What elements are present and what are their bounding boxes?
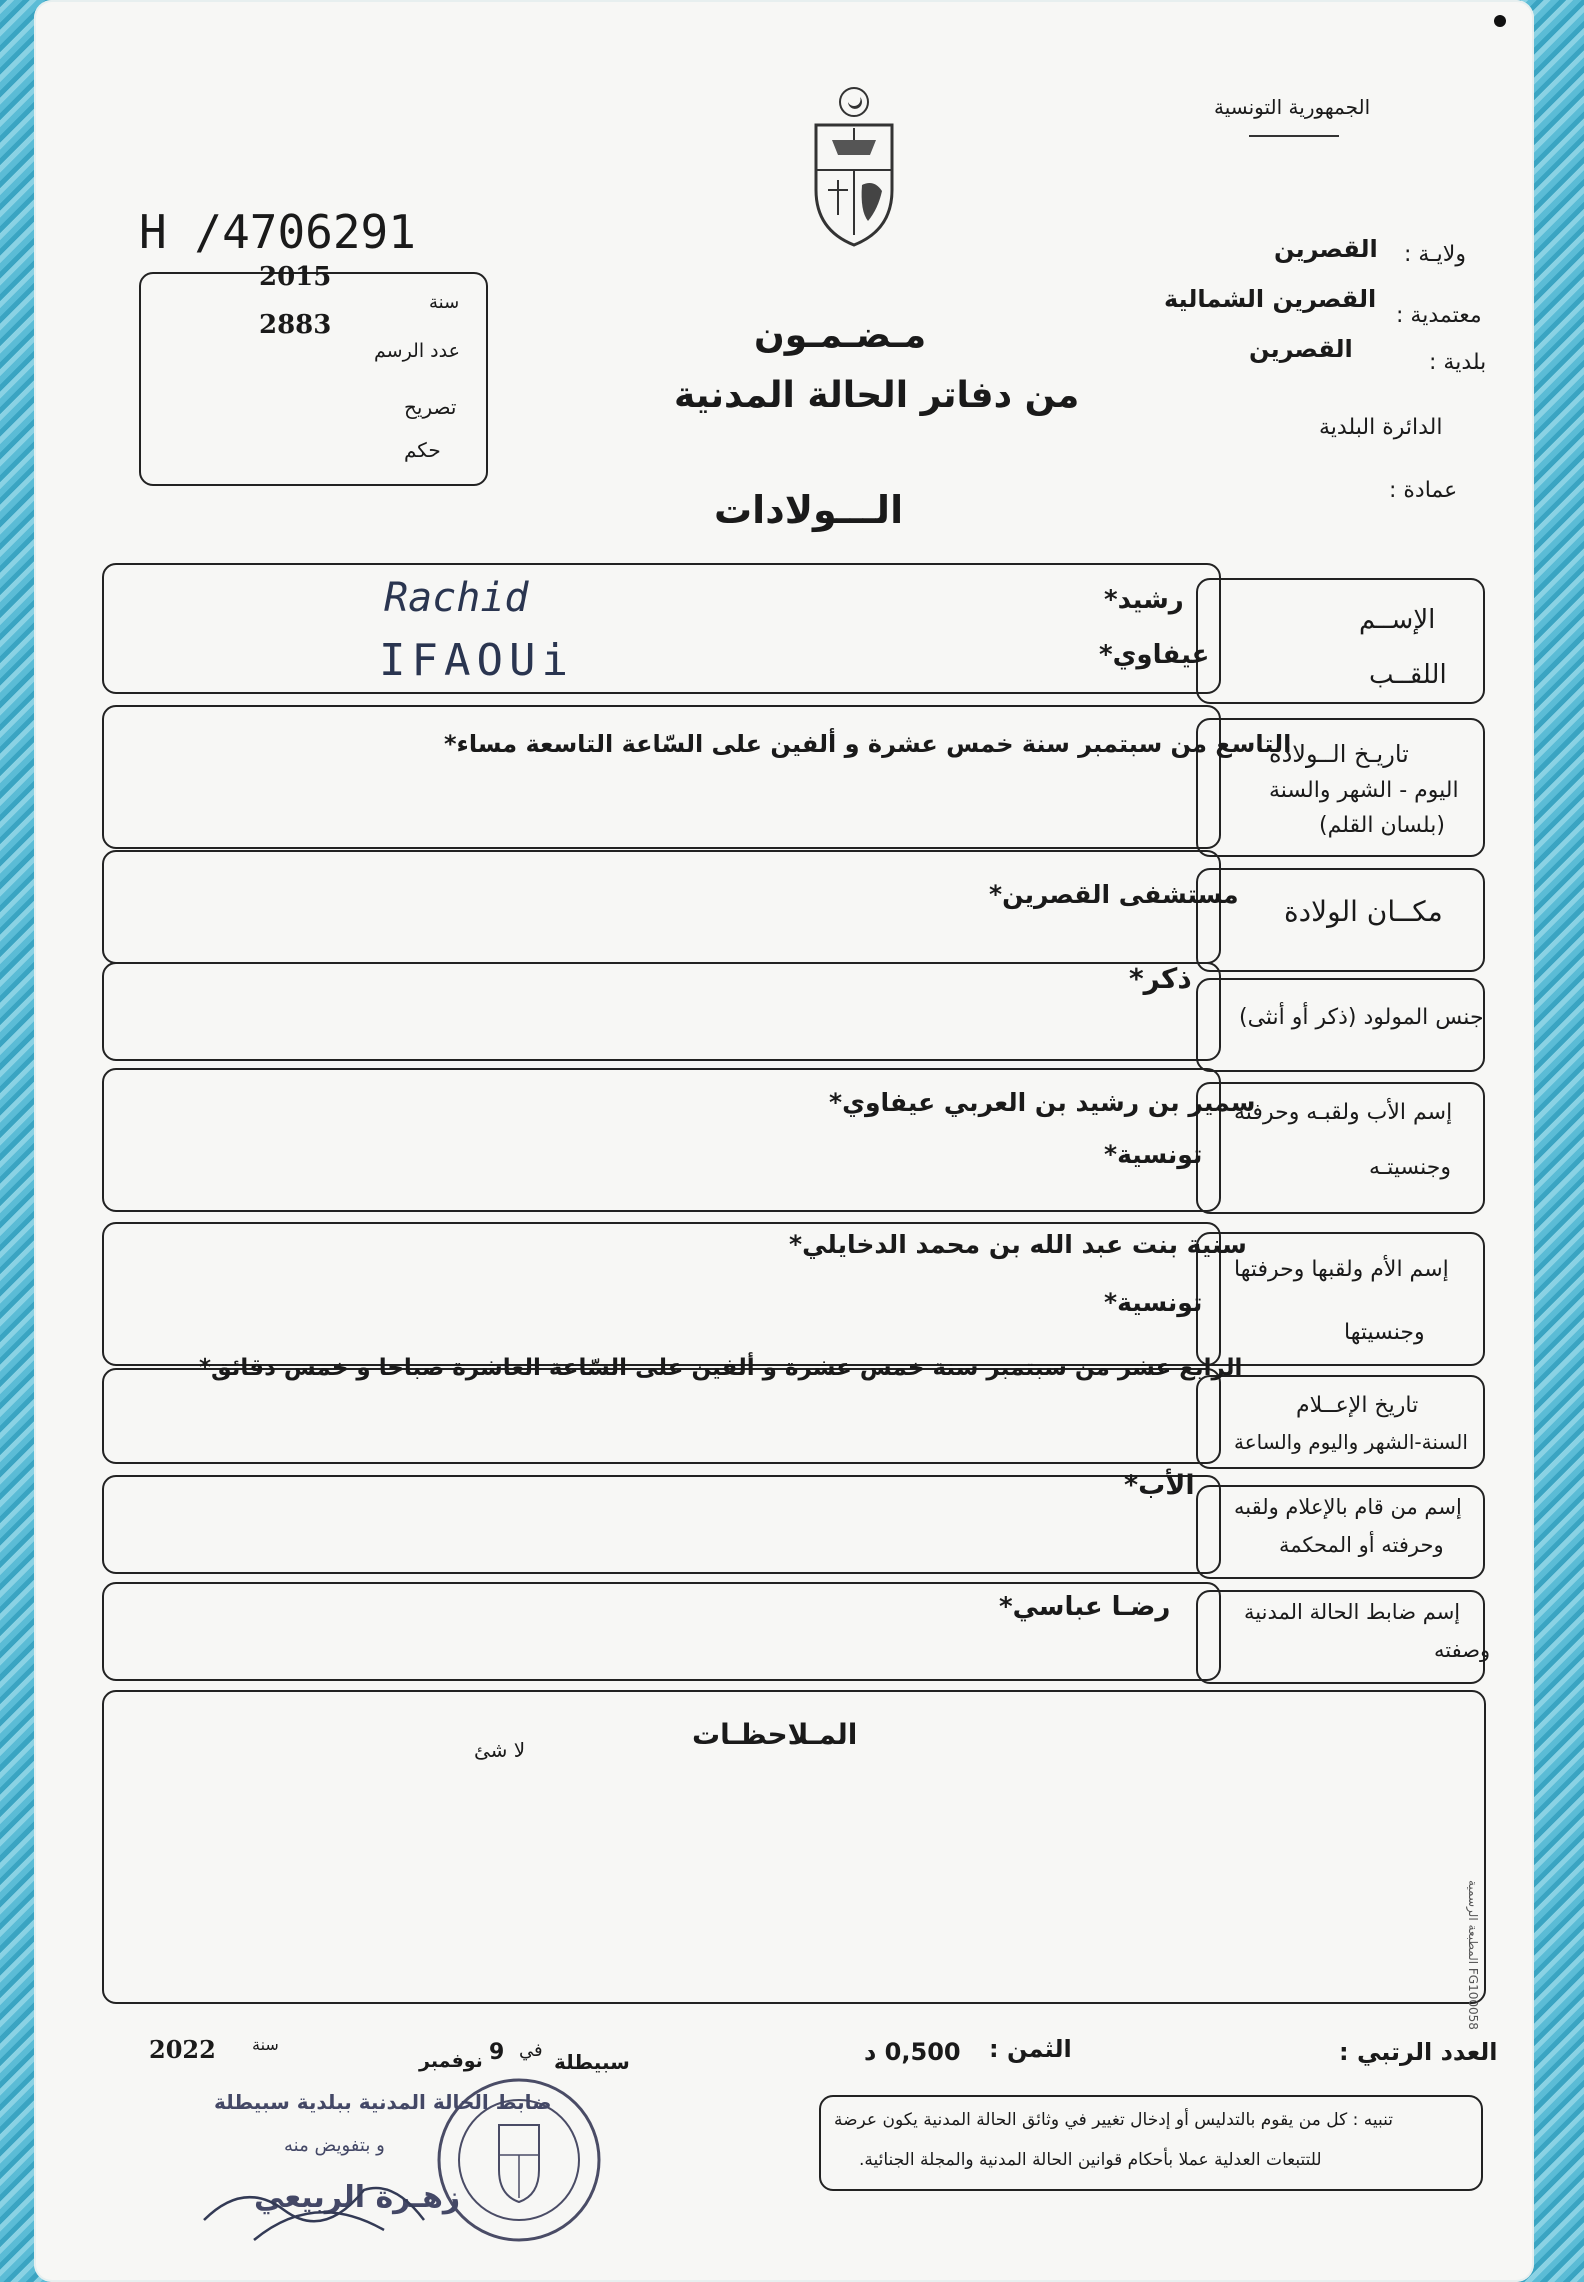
price-value: 0,500 د — [864, 2038, 961, 2066]
declaration-date-value: الرابع عشر من سبتمبر سنة خمس عشرة و ألفين على السّاعة العاشرة صباحا و خمس دقائق* — [199, 1355, 1243, 1381]
title-births: الـــولادات — [714, 488, 904, 532]
mother-nationality: تونسية* — [1104, 1288, 1203, 1317]
issue-day: 9 — [489, 2040, 505, 2065]
sex-value: ذكر* — [1129, 962, 1192, 995]
issue-month: نوفمبر — [419, 2050, 483, 2072]
certificate-paper — [34, 0, 1534, 2282]
handwritten-surname: IFAOUi — [379, 635, 574, 686]
municipality-value: القصرين — [1249, 335, 1353, 363]
wilaya-label: ولايـة : — [1404, 242, 1466, 267]
birth-date-label: تاريـخ الــولادة — [1269, 740, 1409, 768]
imada-label: عمادة : — [1389, 478, 1458, 503]
record-number: 2883 — [259, 310, 332, 340]
price-label: الثمن : — [989, 2035, 1072, 2063]
surname-value: عيفاوي* — [1099, 640, 1210, 670]
declaration-label: تصريح — [404, 395, 457, 419]
title-line1: مـضـمـون — [754, 315, 927, 356]
sex-label: جنس المولود (ذكر أو أنثى) — [1239, 1005, 1484, 1030]
father-label: إسم الأب ولقبـه وحرفته — [1234, 1100, 1453, 1125]
wilaya-value: القصرين — [1274, 235, 1378, 263]
mother-value: سنية بنت عبد الله بن محمد الدخايلي* — [789, 1230, 1247, 1259]
republic-label: الجمهورية التونسية — [1214, 95, 1371, 119]
sex-value-box — [102, 962, 1221, 1061]
mother-nationality-label: وجنسيتها — [1344, 1320, 1425, 1345]
declarant-sublabel: وحرفته أو المحكمة — [1279, 1533, 1444, 1557]
signature — [194, 2150, 454, 2260]
declaration-date-label: تاريخ الإعــلام — [1296, 1393, 1419, 1418]
warning-line1: تنبيه : كل من يقوم بالتدليس أو إدخال تغيير في وثائق الحالة المدنية يكون عرضة — [834, 2110, 1393, 2130]
municipal-circle-label: الدائرة البلدية — [1319, 415, 1443, 440]
declaration-date-label-box — [1196, 1375, 1485, 1469]
father-value: سمير بن رشيد بن العربي عيفاوي* — [829, 1088, 1256, 1117]
birth-date-note: (بلسان القلم) — [1319, 813, 1445, 838]
declarant-value-box — [102, 1475, 1221, 1574]
year-label: سنة — [429, 292, 460, 313]
stamp-line1: ضابط الحالة المدنية ببلدية سبيطلة — [214, 2090, 552, 2114]
printer-code: المطبعة الرسمية FG100058 — [1466, 1880, 1480, 2030]
delegation-label: معتمدية : — [1396, 303, 1482, 328]
birth-date-value: التاسع من سبتمبر سنة خمس عشرة و ألفين على السّاعة التاسعة مساء* — [444, 730, 1292, 758]
name-value-box — [102, 563, 1221, 694]
officer-value: رضـا عباسي* — [999, 1592, 1171, 1622]
divider — [1249, 135, 1339, 137]
year-value: 2015 — [259, 262, 332, 292]
birth-date-value-box — [102, 705, 1221, 849]
issue-day-prefix: في — [519, 2040, 543, 2061]
declaration-date-sublabel: السنة-الشهر واليوم والساعة — [1234, 1430, 1468, 1454]
issue-year-label: سنة — [252, 2035, 279, 2054]
officer-label: إسم ضابط الحالة المدنية — [1244, 1600, 1461, 1624]
issue-place: سبيطلة — [554, 2050, 630, 2074]
warning-line2: للتتبعات العدلية عملا بأحكام قوانين الحالة المدنية والمجلة الجنائية. — [859, 2150, 1322, 2170]
father-nationality-label: وجنسيتـه — [1369, 1155, 1452, 1180]
notes-title: المـلاحظـات — [692, 1718, 858, 1751]
declarant-value: الأب* — [1124, 1470, 1195, 1501]
declarant-label: إسم من قام بالإعلام ولقبه — [1234, 1495, 1462, 1519]
stamp-name: زهـرة الربيعي — [254, 2180, 461, 2215]
birth-date-sublabel: اليوم - الشهر والسنة — [1269, 778, 1459, 803]
notes-value: لا شئ — [474, 1738, 526, 1762]
birth-place-label: مكــان الولادة — [1284, 895, 1443, 928]
delegation-value: القصرين الشمالية — [1164, 285, 1377, 313]
issue-year: 2022 — [149, 2035, 216, 2064]
officer-sublabel: وصفته — [1434, 1638, 1491, 1662]
record-label: عدد الرسم — [374, 340, 460, 362]
coat-of-arms-emblem — [804, 80, 904, 250]
father-nationality: تونسية* — [1104, 1140, 1203, 1169]
stamp-line2: و بتفويض منه — [284, 2135, 385, 2156]
ink-dot — [1494, 15, 1506, 27]
mother-label: إسم الأم ولقبها وحرفتها — [1234, 1257, 1449, 1282]
order-number-label: العدد الرتبي : — [1339, 2038, 1498, 2066]
judgment-label: حكم — [404, 438, 441, 462]
first-name-value: رشيد* — [1104, 585, 1184, 615]
title-line2: من دفاتر الحالة المدنية — [674, 375, 1080, 416]
birth-place-value: مستشفى القصرين* — [989, 880, 1239, 909]
name-label: الإســم — [1359, 605, 1436, 635]
surname-label: اللقــب — [1369, 660, 1447, 690]
serial-number: H /4706291 — [139, 205, 416, 259]
municipality-label: بلدية : — [1429, 350, 1487, 375]
handwritten-first-name: Rachid — [384, 575, 529, 621]
declaration-date-value-box — [102, 1368, 1221, 1464]
